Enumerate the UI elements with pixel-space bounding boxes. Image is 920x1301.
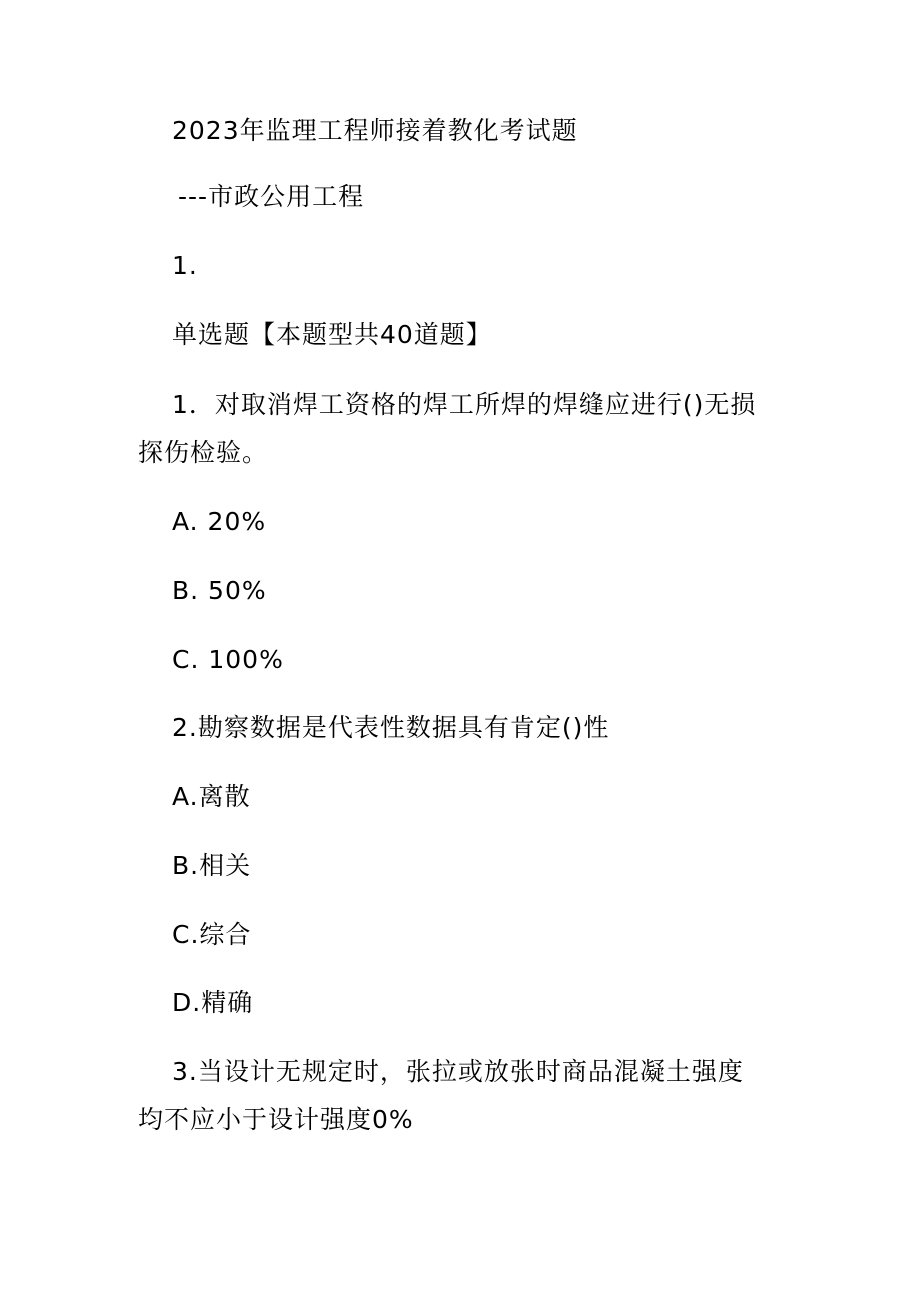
question-1-option-c: C. 100% [172,645,284,674]
question-2-option-a: A.离散 [172,782,251,811]
section-number: 1. [172,251,198,280]
question-2-option-d: D.精确 [172,988,254,1017]
question-2-stem: 2.勘察数据是代表性数据具有肯定()性 [172,713,610,742]
document-subtitle: ---市政公用工程 [178,182,365,211]
section-heading: 单选题【本题型共40道题】 [172,320,492,349]
question-3-stem: 3.当设计无规定时，张拉或放张时商品混凝土强度 均不应小于设计强度0% [138,1057,744,1134]
question-2-option-b: B.相关 [172,851,252,880]
question-1-option-b: B. 50% [172,576,267,605]
question-1-option-a: A. 20% [172,507,267,536]
document-title: 2023年监理工程师接着教化考试题 [172,116,578,145]
question-2-option-c: C.综合 [172,920,252,949]
question-1-stem: 1．对取消焊工资格的焊工所焊的焊缝应进行()无损探伤检验。 [138,390,757,467]
